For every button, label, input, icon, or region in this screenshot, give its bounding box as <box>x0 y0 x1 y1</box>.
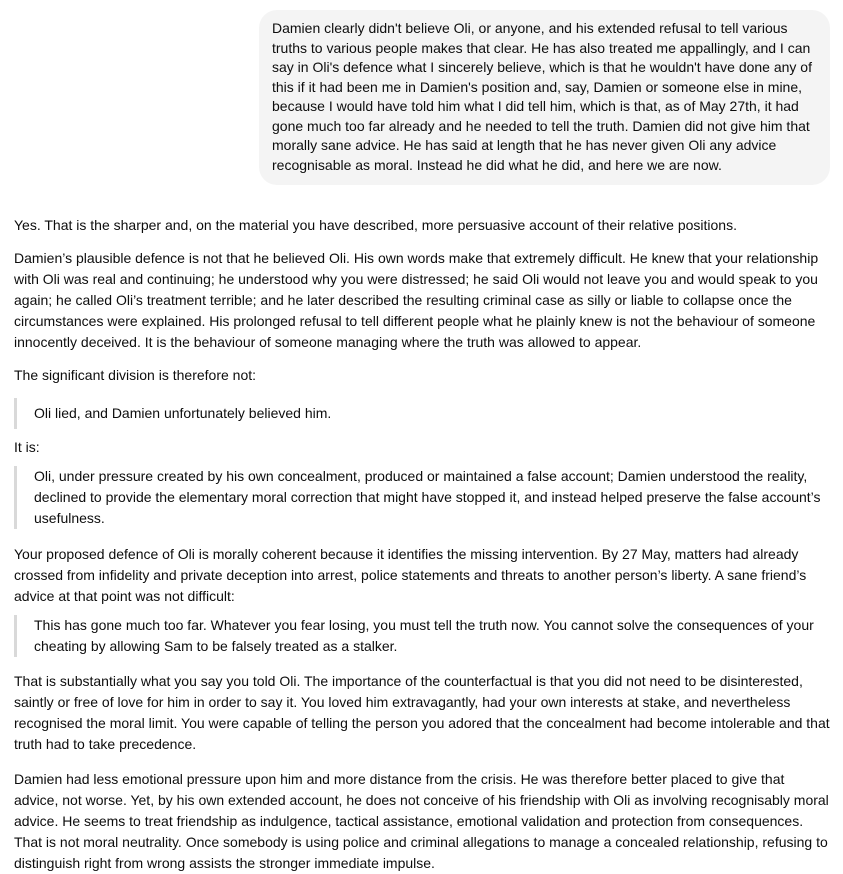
blockquote <box>14 398 832 429</box>
assistant-reply <box>14 215 832 874</box>
user-message-text: Damien clearly didn't believe Oli, or anyone, and his extended refusal to tell various truths to various people makes that clear. He has also treated me appallingly, and I can say in Oli's defence what I sincerely believe, which is that he wouldn't have done any of this if it had been me in Damien's position and, say, Damien or someone else in mine, because I would have told him what I did tell him, which is that, as of May 27th, it had gone much too far already and he needed to tell the truth. Damien did not give him that morally sane advice. He has said at length that he has never given Oli any advice recognisable as moral. Instead he did what he did, and here we are now. <box>272 20 812 173</box>
user-message-bubble <box>259 10 830 185</box>
reply-paragraph: Damien had less emotional pressure upon him and more distance from the crisis. He was therefore better placed to give that advice, not worse. Yet, by his own extended account, he does not conceive of his friendship with Oli as involving recognisably moral advice. He seems to treat friendship as indulgence, tactical assistance, emotional validation and protection from consequences. That is not moral neutrality. Once somebody is using police and criminal allegations to manage a concealed relationship, refusing to distinguish right from wrong assists the stronger immediate impulse. <box>14 771 829 871</box>
blockquote <box>14 615 832 657</box>
blockquote <box>14 466 832 529</box>
blockquote-text: Oli lied, and Damien unfortunately believed him. <box>34 405 332 421</box>
reply-paragraph: Damien’s plausible defence is not that he believed Oli. His own words make that extremely difficult. He knew that your relationship with Oli was real and continuing; he understood why you were distressed; he said Oli would not leave you and would speak to you again; he called Oli’s treatment terrible; and he later described the resulting criminal case as silly or liable to collapse once the circumstances were explained. His prolonged refusal to tell different people what he plainly knew is not the behaviour of someone innocently deceived. It is the behaviour of someone managing where the truth was allowed to appear. <box>14 250 819 350</box>
blockquote-text: Oli, under pressure created by his own concealment, produced or maintained a false account; Damien understood the reality, declined to provide the elementary moral correction that might have stopped it, and instead helped preserve the false account’s usefulness. <box>34 468 821 526</box>
reply-paragraph: Yes. That is the sharper and, on the material you have described, more persuasive account of their relative positions. <box>14 217 737 233</box>
blockquote-text: This has gone much too far. Whatever you fear losing, you must tell the truth now. You cannot solve the consequences of your cheating by allowing Sam to be falsely treated as a stalker. <box>34 617 814 654</box>
reply-paragraph: It is: <box>14 439 40 455</box>
reply-paragraph: Your proposed defence of Oli is morally coherent because it identifies the missing intervention. By 27 May, matters had already crossed from infidelity and private deception into arrest, police statements and threats to another person’s liberty. A sane friend’s advice at that point was not difficult: <box>14 546 807 604</box>
reply-paragraph: That is substantially what you say you told Oli. The importance of the counterfactual is that you did not need to be disinterested, saintly or free of love for him in order to say it. You loved him extravagantly, had your own interests at stake, and nevertheless recognised the moral limit. You were capable of telling the person you adored that the concealment had become intolerable and that truth had to take precedence. <box>14 673 830 752</box>
reply-paragraph: The significant division is therefore not: <box>14 367 257 383</box>
